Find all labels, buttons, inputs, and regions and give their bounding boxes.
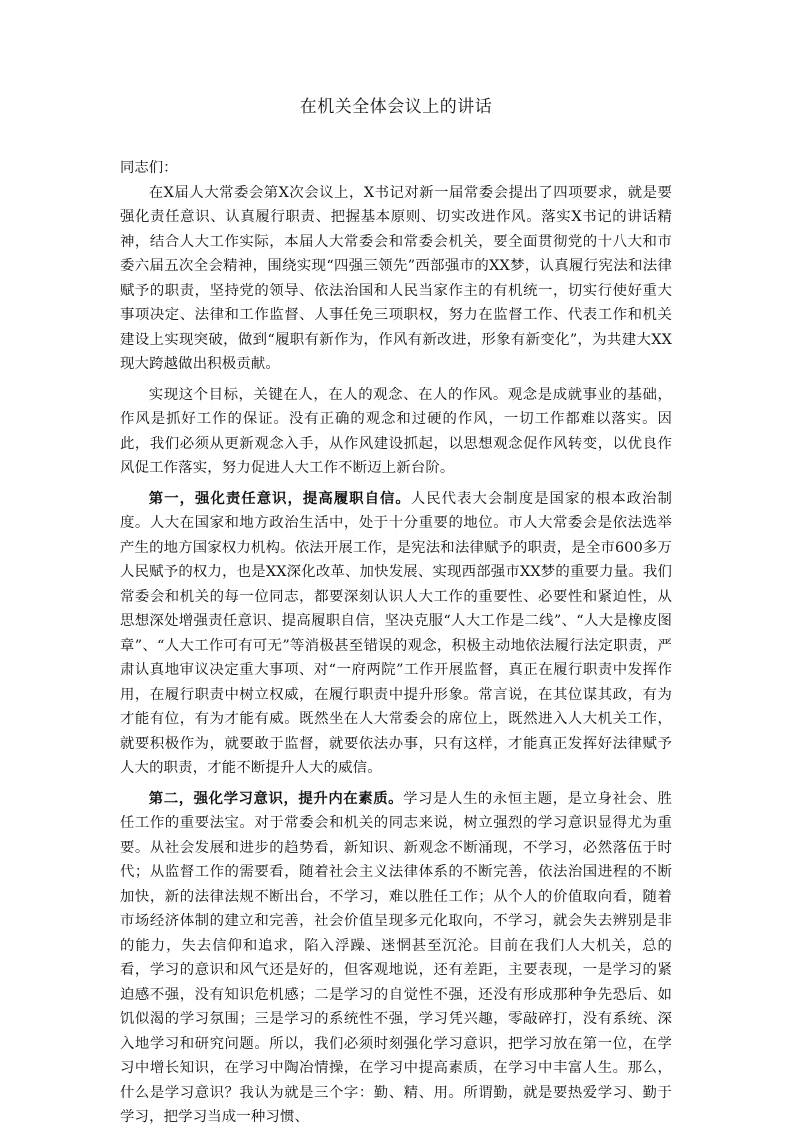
paragraph-text: 学习是人生的永恒主题，是立身社会、胜任工作的重要法宝。对于常委会和机关的同志来说，树立强烈的学习意识显得尤为重要。从社会发展和进步的趋势看，新知识、新观念不断涌现，不学习，必然落伍于时代；从监督工作的需要看，随着社会主义法律体系的不断完善，依法治国进程的不断加快，新的法律法规不断出台，不学习，难以胜任工作；从个人的价值取向看，随着市场经济体制的建立和完善，社会价值呈现多元化取向，不学习，就会失去辨别是非的能力，失去信仰和追求，陷入浮躁、迷惘甚至沉沦。目前在我们人大机关，总的看，学习的意识和风气还是好的，但客观地说，还有差距，主要表现，一是学习的紧迫感不强，没有知识危机感；二是学习的自觉性不强，还没有形成那种争先恐后、如饥似渴的学习氛围；三是学习的系统性不强，学习凭兴趣，零敲碎打，没有系统、深入地学习和研究问题。所以，我们必须时刻强化学习意识，把学习放在第一位，在学习中增长知识，在学习中陶冶情操，在学习中提高素质，在学习中丰富人生。那么，什么是学习意识？我认为就是三个字：勤、精、用。所谓勤，就是要热爱学习、勤于学习，把学习当成一种习惯、 xyxy=(120,790,672,1125)
paragraph-text: 在X届人大常委会第X次会议上，X书记对新一届常委会提出了四项要求，就是要强化责任意识、认真履行职责、把握基本原则、切实改进作风。落实X书记的讲话精神，结合人大工作实际，本届人大常委会和常委会机关，要全面贯彻党的十八大和市委六届五次全会精神，围绕实现“四强三领先”西部强市的XX梦，认真履行宪法和法律赋予的职责，坚持党的领导、依法治国和人民当家作主的有机统一，切实行使好重大事项决定、法律和工作监督、人事任免三项职权，努力在监督工作、代表工作和机关建设上实现突破，做到“履职有新作为，作风有新改进，形象有新变化”，为共建大XX现大跨越做出积极贡献。 xyxy=(120,184,672,372)
paragraph-intro xyxy=(120,181,672,377)
paragraph-goal xyxy=(120,383,672,481)
document-title: 在机关全体会议上的讲话 xyxy=(299,97,493,117)
salutation: 同志们： xyxy=(120,160,178,176)
paragraph-responsibility xyxy=(120,487,672,781)
document-page xyxy=(120,96,672,1136)
paragraph-text: 实现这个目标，关键在人，在人的观念、在人的作风。观念是成就事业的基础，作风是抓好工作的保证。没有正确的观念和过硬的作风，一切工作都难以落实。因此，我们必须从更新观念入手，从作风建设抓起，以思想观念促作风转变，以优良作风促工作落实，努力促进人大工作不断迈上新台阶。 xyxy=(120,386,672,476)
paragraph-learning xyxy=(120,787,672,1130)
paragraph-lead-heading: 第一，强化责任意识，提高履职自信。 xyxy=(148,489,411,507)
paragraph-lead-heading: 第二，强化学习意识，提升内在素质。 xyxy=(148,789,404,807)
paragraph-text: 人民代表大会制度是国家的根本政治制度。人大在国家和地方政治生活中，处于十分重要的地位。市人大常委会是依法选举产生的地方国家权力机构。依法开展工作，是宪法和法律赋予的职责，是全市600多万人民赋予的权力，也是XX深化改革、加快发展、实现西部强市XX梦的重要力量。我们常委会和机关的每一位同志，都要深刻认识人大工作的重要性、必要性和紧迫性，从思想深处增强责任意识、提高履职自信，坚决克服“人大工作是二线”、“人大是橡皮图章”、“人大工作可有可无”等消极甚至错误的观念，积极主动地依法履行法定职责，严肃认真地审议决定重大事项、对“一府两院”工作开展监督，真正在履行职责中发挥作用，在履行职责中树立权威，在履行职责中提升形象。常言说，在其位谋其政，有为才能有位，有为才能有威。既然坐在人大常委会的席位上，既然进入人大机关工作，就要积极作为，就要敢于监督，就要依法办事，只有这样，才能真正发挥好法律赋予人大的职责，才能不断提升人大的威信。 xyxy=(120,490,672,776)
